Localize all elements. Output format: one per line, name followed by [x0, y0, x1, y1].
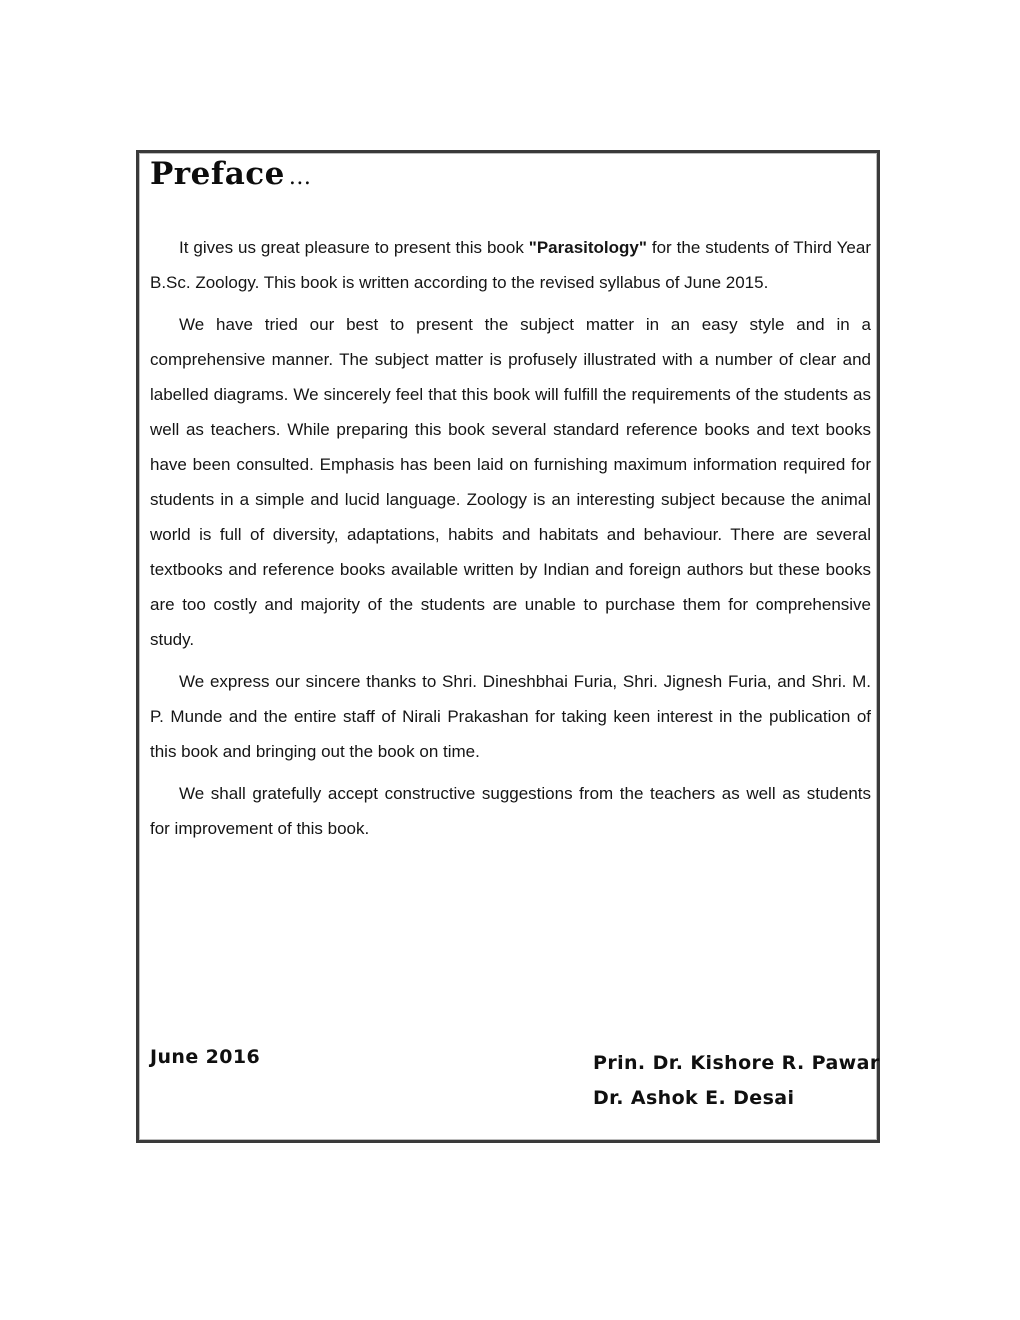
author-name-2: Dr. Ashok E. Desai: [593, 1087, 795, 1109]
page-title: [150, 156, 311, 192]
paragraph-approach: We have tried our best to present the subject matter in an easy style and in a comprehensive manner. The subject matter is profusely illustrated with a number of clear and labelled diagrams. We sincerely feel that this book will fulfill the requirements of the students as well as teachers. While preparing this book several standard reference books and text books have been consulted. Emphasis has been laid on furnishing maximum information required for students in a simple and lucid language. Zoology is an interesting subject because the animal world is full of diversity, adaptations, habits and habitats and behaviour. There are several textbooks and reference books available written by Indian and foreign authors but these books are too costly and majority of the students are unable to purchase them for comprehensive study.: [150, 315, 871, 649]
paragraph-intro-start: It gives us great pleasure to present this book: [179, 238, 529, 257]
book-title-bold: "Parasitology": [528, 238, 647, 257]
author-block: [593, 1046, 880, 1116]
paragraph-thanks: We express our sincere thanks to Shri. Dineshbhai Furia, Shri. Jignesh Furia, and Shri. M. P. Munde and the entire staff of Nirali Prakashan for taking keen interest in the publication of this book and bringing out the book on time.: [150, 672, 871, 761]
author-name-1: Prin. Dr. Kishore R. Pawar: [593, 1052, 880, 1074]
preface-date: June 2016: [150, 1046, 261, 1068]
paragraph-intro: [150, 230, 871, 300]
paragraph-suggestions: We shall gratefully accept constructive suggestions from the teachers as well as students for improvement of this book.: [150, 784, 871, 838]
preface-body: [150, 230, 871, 853]
title-text: Preface: [150, 156, 285, 192]
title-ellipsis: ...: [288, 165, 312, 190]
paragraph-intro-end: for the students of Third Year B.Sc. Zoology. This book is written according to the revised syllabus of June 2015.: [150, 238, 871, 292]
